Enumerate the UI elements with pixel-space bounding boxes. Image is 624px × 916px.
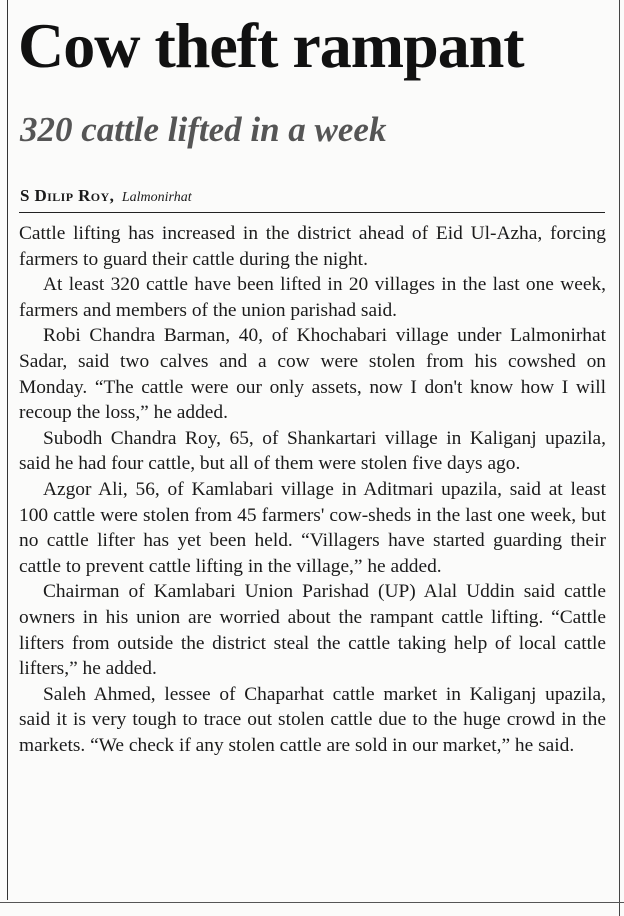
article-paragraph: Robi Chandra Barman, 40, of Khochabari village under Lalmonirhat Sadar, said two calves and a cow were stolen from his cowshed on Monday. “The cattle were our only assets, now I don't know how I will recoup the loss,” he added.: [19, 325, 606, 424]
byline-divider: [19, 212, 605, 213]
left-column-rule: [7, 0, 8, 900]
article-paragraph: Azgor Ali, 56, of Kamlabari village in Aditmari upazila, said at least 100 cattle were stolen from 45 farmers' cow-sheds in the last one week, but no cattle lifter has yet been held. “Villagers have started guarding their cattle to prevent cattle lifting in the village,” he added.: [19, 478, 606, 577]
article-paragraph: At least 320 cattle have been lifted in 20 villages in the last one week, farmers and members of the union parishad said.: [19, 274, 606, 321]
article-paragraph: Cattle lifting has increased in the district ahead of Eid Ul-Azha, forcing farmers to guard their cattle during the night.: [19, 223, 606, 270]
article-paragraph: Saleh Ahmed, lessee of Chaparhat cattle market in Kaliganj upazila, said it is very tough to trace out stolen cattle due to the huge crowd in the markets. “We check if any stolen cattle are sold in our market,” he said.: [19, 683, 606, 756]
right-column-rule: [619, 0, 620, 916]
article-body: [19, 221, 606, 758]
article-paragraph: Chairman of Kamlabari Union Parishad (UP) Alal Uddin said cattle owners in his union are worried about the rampant cattle lifting. “Cattle lifters from outside the district steal the cattle taking help of local cattle lifters,” he added.: [19, 581, 606, 680]
bottom-rule: [0, 902, 624, 903]
byline-separator: ,: [109, 186, 114, 205]
article-paragraph: Subodh Chandra Roy, 65, of Shankartari village in Kaliganj upazila, said he had four cattle, but all of them were stolen five days ago.: [19, 427, 606, 475]
byline-location: Lalmonirhat: [121, 190, 192, 205]
subheadline: 320 cattle lifted in a week: [20, 110, 387, 149]
headline: Cow theft rampant: [18, 10, 524, 81]
byline-author: S Dilip Roy: [20, 186, 110, 205]
byline: [20, 186, 192, 206]
